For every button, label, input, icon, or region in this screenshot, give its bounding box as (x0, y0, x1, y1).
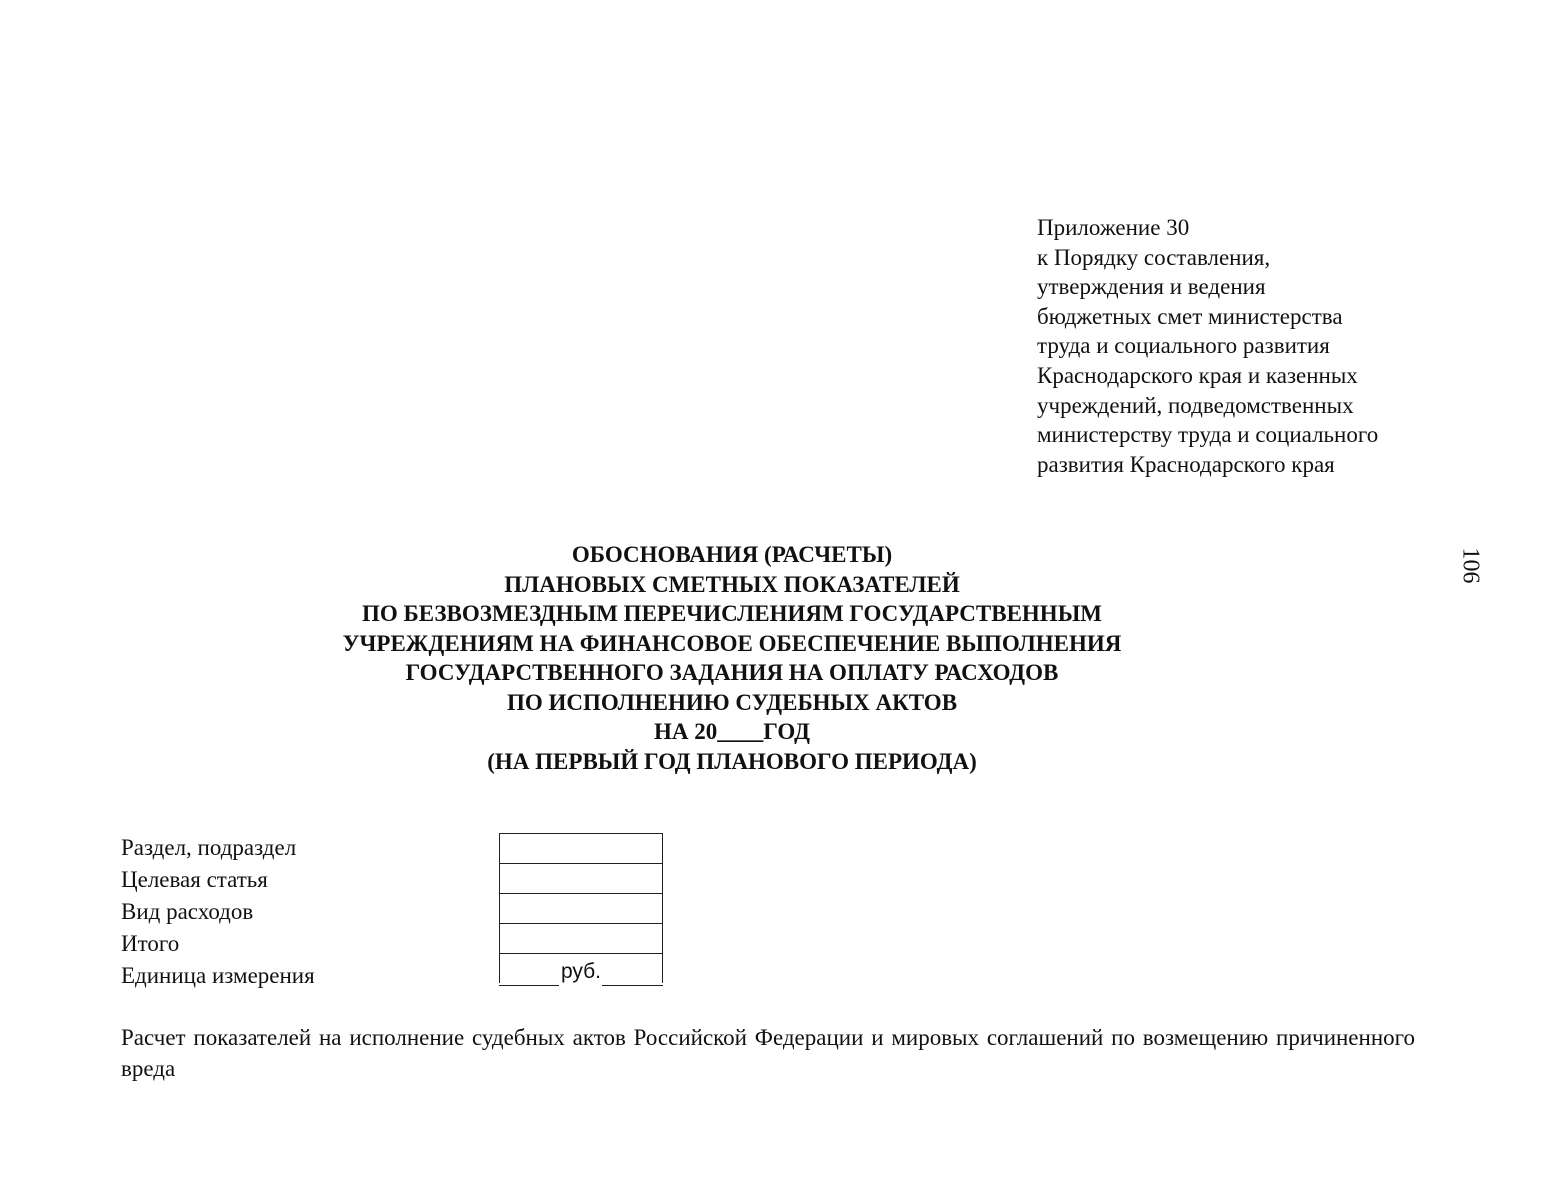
appendix-line: Приложение 30 (1037, 215, 1190, 240)
field-labels (121, 832, 315, 992)
page-number: 106 (1457, 547, 1484, 584)
code-table (499, 833, 663, 983)
unit-value-cell: руб. (500, 954, 663, 984)
title-line: ПО БЕЗВОЗМЕЗДНЫМ ПЕРЕЧИСЛЕНИЯМ ГОСУДАРСТВЕННЫМ (361, 601, 1102, 626)
table-row (500, 924, 663, 954)
target-article-value-cell[interactable] (500, 864, 663, 894)
appendix-line: министерству труда и социального (1037, 422, 1379, 448)
title-line: (НА ПЕРВЫЙ ГОД ПЛАНОВОГО ПЕРИОДА) (487, 748, 977, 774)
title-line: ГОСУДАРСТВЕННОГО ЗАДАНИЯ НА ОПЛАТУ РАСХОДОВ (405, 660, 1059, 685)
calculation-description: Расчет показателей на исполнение судебных актов Российской Федерации и мировых соглашений по возмещению причиненного вреда (121, 1025, 1415, 1081)
table-row (500, 834, 663, 864)
appendix-line: бюджетных смет министерства (1037, 303, 1343, 329)
appendix-line: Краснодарского края и казенных (1037, 362, 1358, 388)
title-line: ПО ИСПОЛНЕНИЮ СУДЕБНЫХ АКТОВ (506, 689, 958, 715)
appendix-line: развития Краснодарского края (1037, 451, 1335, 477)
label-unit: Единица измерения (121, 963, 315, 988)
appendix-line: труда и социального развития (1037, 333, 1330, 359)
unit-underline-left (499, 985, 559, 986)
title-line: НА 20____ГОД (654, 719, 810, 744)
title-line: УЧРЕЖДЕНИЯМ НА ФИНАНСОВОЕ ОБЕСПЕЧЕНИЕ ВЫПОЛНЕНИЯ (342, 630, 1122, 656)
appendix-header (1037, 213, 1457, 479)
table-row (500, 894, 663, 924)
title-line: ОБОСНОВАНИЯ (РАСЧЕТЫ) (571, 542, 893, 567)
section-value-cell[interactable] (500, 834, 663, 864)
appendix-line: учреждений, подведомственных (1037, 392, 1354, 418)
unit-underline-right (602, 985, 663, 986)
appendix-line: утверждения и ведения (1037, 274, 1266, 300)
expense-type-value-cell[interactable] (500, 894, 663, 924)
label-target-article: Целевая статья (121, 867, 268, 892)
total-value-cell[interactable] (500, 924, 663, 954)
appendix-line: к Порядку составления, (1037, 244, 1271, 270)
label-total: Итого (121, 931, 180, 956)
table-row (500, 864, 663, 894)
label-section: Раздел, подраздел (121, 835, 297, 860)
document-title (200, 540, 1264, 776)
title-line: ПЛАНОВЫХ СМЕТНЫХ ПОКАЗАТЕЛЕЙ (504, 571, 960, 597)
table-row (500, 954, 663, 984)
label-expense-type: Вид расходов (121, 899, 254, 924)
